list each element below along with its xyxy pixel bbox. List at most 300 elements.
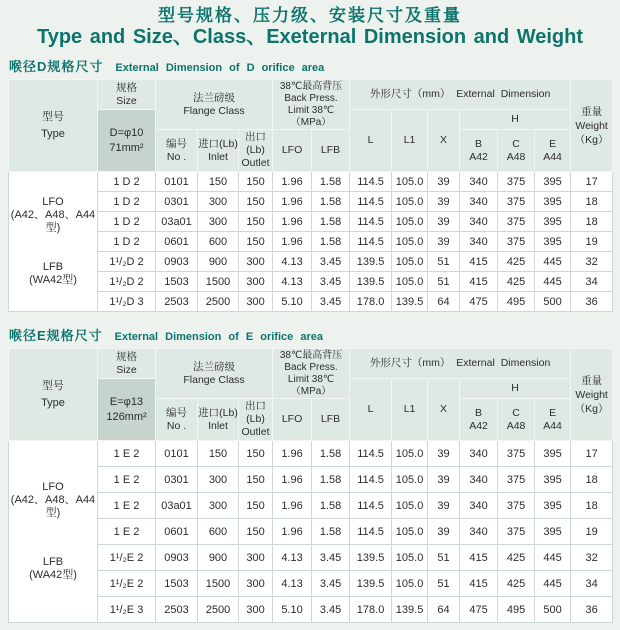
label-line: 法兰磅级 — [193, 91, 236, 104]
cell-inlet: 150 — [198, 172, 239, 192]
cell-no: 2503 — [156, 597, 198, 623]
table-row — [9, 252, 613, 272]
label-line: E=φ13 — [109, 395, 144, 408]
cell-e-a44: 395 — [535, 172, 571, 192]
cell-outlet: 150 — [239, 172, 273, 192]
label-line: Limit 38℃ — [287, 104, 335, 116]
cell-lfo: 1.96 — [273, 467, 312, 493]
cell-inlet: 900 — [198, 545, 239, 571]
cell-inlet: 300 — [198, 212, 239, 232]
cell-lfb: 1.58 — [312, 441, 350, 467]
label-line: C — [512, 406, 520, 419]
cell-l1: 105.0 — [392, 519, 428, 545]
col-header-flange-class — [156, 349, 273, 399]
cell-c-a48: 495 — [498, 292, 535, 312]
cell-e-a44: 395 — [535, 212, 571, 232]
label-line: 38℃最高背压 — [279, 80, 343, 92]
cell-inlet: 1500 — [198, 571, 239, 597]
cell-spec: 1 E 2 — [98, 493, 156, 519]
label-line: 重量 — [581, 105, 603, 118]
cell-spec: 1 E 2 — [98, 519, 156, 545]
cell-b-a42: 415 — [460, 272, 498, 292]
label-line: C — [512, 137, 520, 150]
e-orifice-table — [8, 348, 613, 623]
type-group — [9, 481, 97, 520]
cell-outlet: 150 — [239, 212, 273, 232]
cell-weight: 19 — [571, 519, 613, 545]
label-line: Outlet — [241, 157, 270, 169]
cell-outlet: 300 — [239, 252, 273, 272]
section-heading-d-zh: 喉径D规格尺寸 — [9, 59, 104, 74]
col-header-size — [98, 349, 156, 379]
cell-x: 39 — [428, 493, 460, 519]
cell-b-a42: 415 — [460, 252, 498, 272]
cell-spec: 1 D 2 — [98, 212, 156, 232]
label-line: （MPa） — [290, 116, 332, 128]
cell-x: 51 — [428, 252, 460, 272]
cell-inlet: 600 — [198, 519, 239, 545]
cell-l1: 105.0 — [392, 441, 428, 467]
cell-x: 51 — [428, 545, 460, 571]
cell-weight: 36 — [571, 292, 613, 312]
cell-l: 139.5 — [350, 545, 392, 571]
cell-x: 51 — [428, 571, 460, 597]
col-header-external-dimension: 外形尺寸（mm） External Dimension — [350, 349, 571, 379]
size-value-cell — [98, 379, 156, 441]
cell-l1: 105.0 — [392, 212, 428, 232]
cell-e-a44: 500 — [535, 292, 571, 312]
label-line: Inlet — [208, 419, 228, 432]
label-line: B — [475, 137, 483, 150]
cell-lfo: 4.13 — [273, 545, 312, 571]
label-line: Weight — [575, 388, 608, 401]
label-line: Back Press. — [284, 361, 338, 373]
page-title-zh: 型号规格、压力级、安装尺寸及重量 — [158, 6, 462, 25]
table-row — [9, 571, 613, 597]
cell-lfb: 1.58 — [312, 232, 350, 252]
label-line: A44 — [543, 419, 562, 432]
cell-inlet: 300 — [198, 493, 239, 519]
cell-spec: 1 D 2 — [98, 232, 156, 252]
cell-x: 39 — [428, 192, 460, 212]
cell-lfb: 3.45 — [312, 292, 350, 312]
cell-no: 0101 — [156, 441, 198, 467]
cell-no: 1503 — [156, 571, 198, 597]
label-line: Flange Class — [183, 104, 245, 117]
cell-b-a42: 340 — [460, 493, 498, 519]
cell-l: 114.5 — [350, 212, 392, 232]
cell-l: 178.0 — [350, 597, 392, 623]
cell-l: 178.0 — [350, 292, 392, 312]
section-heading-d-en: External Dimension of D orifice area — [115, 62, 325, 74]
table-row — [9, 597, 613, 623]
label-line: Type — [41, 396, 65, 409]
section-heading-e — [9, 325, 620, 345]
label-line: 71mm² — [109, 141, 144, 154]
cell-inlet: 900 — [198, 252, 239, 272]
col-header-flange-class — [156, 80, 273, 130]
cell-no: 0601 — [156, 232, 198, 252]
cell-l1: 105.0 — [392, 545, 428, 571]
cell-spec: 1 E 2 — [98, 467, 156, 493]
section-heading-e-zh: 喉径E规格尺寸 — [9, 328, 103, 343]
cell-x: 51 — [428, 272, 460, 292]
page-title — [0, 0, 620, 49]
cell-inlet: 300 — [198, 467, 239, 493]
label-line: 重量 — [581, 374, 603, 387]
col-header-type — [9, 80, 98, 172]
cell-l: 114.5 — [350, 493, 392, 519]
cell-lfb: 3.45 — [312, 252, 350, 272]
label-line: LFO — [42, 196, 64, 208]
cell-weight: 32 — [571, 545, 613, 571]
col-header-inlet — [198, 399, 239, 441]
section-heading-d — [9, 56, 620, 76]
label-line: A48 — [506, 419, 526, 432]
cell-e-a44: 395 — [535, 493, 571, 519]
cell-lfb: 1.58 — [312, 192, 350, 212]
cell-l: 139.5 — [350, 252, 392, 272]
cell-weight: 32 — [571, 252, 613, 272]
cell-c-a48: 425 — [498, 272, 535, 292]
label-line: D=φ10 — [109, 126, 144, 139]
col-header-l: L — [350, 379, 392, 441]
cell-outlet: 150 — [239, 519, 273, 545]
cell-c-a48: 375 — [498, 441, 535, 467]
cell-lfb: 3.45 — [312, 597, 350, 623]
cell-c-a48: 495 — [498, 597, 535, 623]
cell-no: 0301 — [156, 467, 198, 493]
label-line: 规格 — [116, 81, 137, 94]
cell-inlet: 1500 — [198, 272, 239, 292]
col-header-e-a44 — [535, 130, 571, 172]
type-cell — [9, 441, 98, 623]
cell-lfb: 3.45 — [312, 571, 350, 597]
cell-l: 114.5 — [350, 232, 392, 252]
label-line: 38℃最高背压 — [279, 349, 343, 361]
cell-no: 0601 — [156, 519, 198, 545]
cell-lfb: 1.58 — [312, 519, 350, 545]
col-header-lfo: LFO — [273, 399, 312, 441]
cell-lfo: 4.13 — [273, 252, 312, 272]
cell-lfo: 1.96 — [273, 172, 312, 192]
label-line: （Kg） — [574, 133, 609, 146]
cell-inlet: 600 — [198, 232, 239, 252]
label-line: A44 — [543, 150, 562, 163]
col-header-weight — [571, 349, 613, 441]
cell-lfb: 1.58 — [312, 172, 350, 192]
page-title-en: Type and Size、Class、Exeternal Dimension and Weight — [36, 26, 584, 48]
cell-no: 2503 — [156, 292, 198, 312]
label-line: 126mm² — [106, 410, 147, 423]
label-line: Size — [116, 94, 137, 107]
col-header-outlet — [239, 130, 273, 172]
d-orifice-table-body — [9, 172, 613, 312]
cell-outlet: 150 — [239, 493, 273, 519]
cell-lfo: 1.96 — [273, 232, 312, 252]
type-group — [9, 261, 97, 287]
label-line: A48 — [506, 150, 526, 163]
cell-l1: 105.0 — [392, 252, 428, 272]
cell-lfo: 5.10 — [273, 597, 312, 623]
cell-c-a48: 375 — [498, 519, 535, 545]
table-row — [9, 493, 613, 519]
cell-b-a42: 340 — [460, 519, 498, 545]
label-line: 型号 — [42, 379, 64, 392]
col-header-outlet — [239, 399, 273, 441]
e-orifice-table-body — [9, 441, 613, 623]
cell-lfo: 4.13 — [273, 272, 312, 292]
label-line: A42 — [469, 150, 488, 163]
col-header-c-a48 — [498, 399, 535, 441]
label-line: 编号 — [166, 406, 187, 419]
col-header-back-press — [273, 80, 350, 130]
table-row — [9, 519, 613, 545]
label-line: 进口(Lb) — [198, 406, 238, 419]
cell-b-a42: 340 — [460, 212, 498, 232]
cell-no: 1503 — [156, 272, 198, 292]
cell-l: 114.5 — [350, 192, 392, 212]
cell-l1: 105.0 — [392, 192, 428, 212]
cell-weight: 18 — [571, 212, 613, 232]
cell-inlet: 2500 — [198, 292, 239, 312]
label-line: Limit 38℃ — [287, 373, 335, 385]
cell-weight: 18 — [571, 192, 613, 212]
label-line: 编号 — [166, 137, 187, 150]
cell-outlet: 150 — [239, 232, 273, 252]
cell-b-a42: 415 — [460, 571, 498, 597]
col-header-lfo: LFO — [273, 130, 312, 172]
label-line: (WA42型) — [29, 274, 77, 286]
table-row — [9, 467, 613, 493]
label-line: 型号 — [42, 110, 64, 123]
col-header-l1: L1 — [392, 110, 428, 172]
cell-lfo: 1.96 — [273, 212, 312, 232]
cell-e-a44: 395 — [535, 192, 571, 212]
section-heading-e-en: External Dimension of E orifice area — [114, 331, 323, 343]
cell-outlet: 150 — [239, 192, 273, 212]
cell-c-a48: 425 — [498, 545, 535, 571]
col-header-b-a42 — [460, 130, 498, 172]
col-header-x: X — [428, 379, 460, 441]
table-row — [9, 192, 613, 212]
col-header-h: H — [460, 110, 571, 130]
cell-l: 114.5 — [350, 441, 392, 467]
col-header-c-a48 — [498, 130, 535, 172]
cell-b-a42: 340 — [460, 441, 498, 467]
col-header-l: L — [350, 110, 392, 172]
cell-weight: 17 — [571, 172, 613, 192]
cell-e-a44: 500 — [535, 597, 571, 623]
label-line: Back Press. — [284, 92, 338, 104]
label-line: A42 — [469, 419, 488, 432]
cell-c-a48: 375 — [498, 232, 535, 252]
col-header-no — [156, 399, 198, 441]
cell-b-a42: 340 — [460, 192, 498, 212]
cell-c-a48: 425 — [498, 252, 535, 272]
cell-x: 64 — [428, 292, 460, 312]
cell-no: 03a01 — [156, 212, 198, 232]
table-row — [9, 441, 613, 467]
cell-x: 39 — [428, 467, 460, 493]
cell-x: 39 — [428, 519, 460, 545]
cell-l: 139.5 — [350, 571, 392, 597]
cell-no: 0903 — [156, 545, 198, 571]
table-row — [9, 212, 613, 232]
label-line: Size — [116, 363, 137, 376]
cell-outlet: 150 — [239, 441, 273, 467]
cell-l1: 105.0 — [392, 232, 428, 252]
cell-b-a42: 475 — [460, 292, 498, 312]
cell-x: 39 — [428, 232, 460, 252]
label-line: LFO — [42, 481, 64, 493]
col-header-type — [9, 349, 98, 441]
label-line: No . — [166, 419, 187, 432]
cell-no: 0101 — [156, 172, 198, 192]
cell-l: 114.5 — [350, 519, 392, 545]
col-header-external-dimension: 外形尺寸（mm） External Dimension — [350, 80, 571, 110]
table-row — [9, 292, 613, 312]
cell-spec: 1¹/₂D 2 — [98, 272, 156, 292]
cell-c-a48: 375 — [498, 192, 535, 212]
label-line: Type — [41, 127, 65, 140]
cell-x: 39 — [428, 212, 460, 232]
col-header-size — [98, 80, 156, 110]
cell-weight: 34 — [571, 272, 613, 292]
label-line: Flange Class — [183, 373, 245, 386]
cell-c-a48: 375 — [498, 493, 535, 519]
col-header-l1: L1 — [392, 379, 428, 441]
cell-lfo: 4.13 — [273, 571, 312, 597]
cell-e-a44: 445 — [535, 272, 571, 292]
cell-l1: 105.0 — [392, 272, 428, 292]
cell-l: 139.5 — [350, 272, 392, 292]
cell-weight: 18 — [571, 467, 613, 493]
label-line: 进口(Lb) — [198, 137, 238, 150]
size-value-cell — [98, 110, 156, 172]
cell-x: 39 — [428, 172, 460, 192]
cell-weight: 19 — [571, 232, 613, 252]
col-header-inlet — [198, 130, 239, 172]
d-orifice-table — [8, 79, 613, 312]
cell-x: 64 — [428, 597, 460, 623]
cell-l1: 139.5 — [392, 292, 428, 312]
col-header-no — [156, 130, 198, 172]
label-line: 法兰磅级 — [193, 360, 236, 373]
cell-e-a44: 395 — [535, 519, 571, 545]
cell-l1: 105.0 — [392, 571, 428, 597]
table-row — [9, 172, 613, 192]
cell-lfb: 3.45 — [312, 545, 350, 571]
label-line: Weight — [575, 119, 608, 132]
cell-lfo: 1.96 — [273, 493, 312, 519]
cell-l: 114.5 — [350, 172, 392, 192]
cell-l1: 105.0 — [392, 467, 428, 493]
cell-e-a44: 395 — [535, 467, 571, 493]
cell-weight: 36 — [571, 597, 613, 623]
cell-spec: 1 D 2 — [98, 192, 156, 212]
label-line: Inlet — [208, 150, 228, 163]
label-line: （Kg） — [574, 402, 609, 415]
col-header-x: X — [428, 110, 460, 172]
cell-spec: 1¹/₂E 3 — [98, 597, 156, 623]
cell-lfo: 1.96 — [273, 192, 312, 212]
label-line: Outlet — [241, 426, 270, 438]
cell-no: 0903 — [156, 252, 198, 272]
cell-c-a48: 425 — [498, 571, 535, 597]
label-line: No . — [166, 150, 187, 163]
cell-l1: 105.0 — [392, 493, 428, 519]
cell-c-a48: 375 — [498, 467, 535, 493]
cell-spec: 1¹/₂E 2 — [98, 545, 156, 571]
cell-b-a42: 340 — [460, 467, 498, 493]
cell-outlet: 150 — [239, 467, 273, 493]
col-header-e-a44 — [535, 399, 571, 441]
cell-b-a42: 340 — [460, 232, 498, 252]
cell-e-a44: 395 — [535, 232, 571, 252]
table-row — [9, 272, 613, 292]
col-header-lfb: LFB — [312, 399, 350, 441]
cell-b-a42: 475 — [460, 597, 498, 623]
label-line: E — [549, 406, 557, 419]
cell-l1: 105.0 — [392, 172, 428, 192]
cell-lfb: 1.58 — [312, 212, 350, 232]
cell-lfo: 1.96 — [273, 519, 312, 545]
cell-e-a44: 445 — [535, 545, 571, 571]
label-line: (A42、A48、A44型) — [10, 209, 96, 234]
table-row — [9, 545, 613, 571]
label-line: （MPa） — [290, 385, 332, 397]
cell-outlet: 300 — [239, 571, 273, 597]
label-line: (WA42型) — [29, 569, 77, 581]
cell-inlet: 150 — [198, 441, 239, 467]
label-line: 出口(Lb) — [245, 400, 267, 425]
cell-outlet: 300 — [239, 597, 273, 623]
label-line: LFB — [42, 556, 64, 568]
label-line: LFB — [42, 261, 64, 273]
col-header-weight — [571, 80, 613, 172]
col-header-back-press — [273, 349, 350, 399]
cell-spec: 1¹/₂E 2 — [98, 571, 156, 597]
cell-e-a44: 445 — [535, 252, 571, 272]
cell-l: 114.5 — [350, 467, 392, 493]
cell-no: 03a01 — [156, 493, 198, 519]
cell-c-a48: 375 — [498, 172, 535, 192]
cell-c-a48: 375 — [498, 212, 535, 232]
cell-spec: 1¹/₂D 3 — [98, 292, 156, 312]
type-group — [9, 556, 97, 582]
cell-no: 0301 — [156, 192, 198, 212]
cell-outlet: 300 — [239, 545, 273, 571]
cell-inlet: 300 — [198, 192, 239, 212]
cell-l1: 139.5 — [392, 597, 428, 623]
cell-spec: 1 D 2 — [98, 172, 156, 192]
type-cell — [9, 172, 98, 312]
label-line: (A42、A48、A44型) — [10, 494, 96, 519]
col-header-b-a42 — [460, 399, 498, 441]
cell-lfb: 1.58 — [312, 493, 350, 519]
label-line: 出口(Lb) — [245, 131, 267, 156]
cell-x: 39 — [428, 441, 460, 467]
label-line: 规格 — [116, 350, 137, 363]
cell-e-a44: 445 — [535, 571, 571, 597]
cell-e-a44: 395 — [535, 441, 571, 467]
cell-lfb: 1.58 — [312, 467, 350, 493]
cell-outlet: 300 — [239, 292, 273, 312]
label-line: B — [475, 406, 483, 419]
cell-lfb: 3.45 — [312, 272, 350, 292]
table-row — [9, 232, 613, 252]
